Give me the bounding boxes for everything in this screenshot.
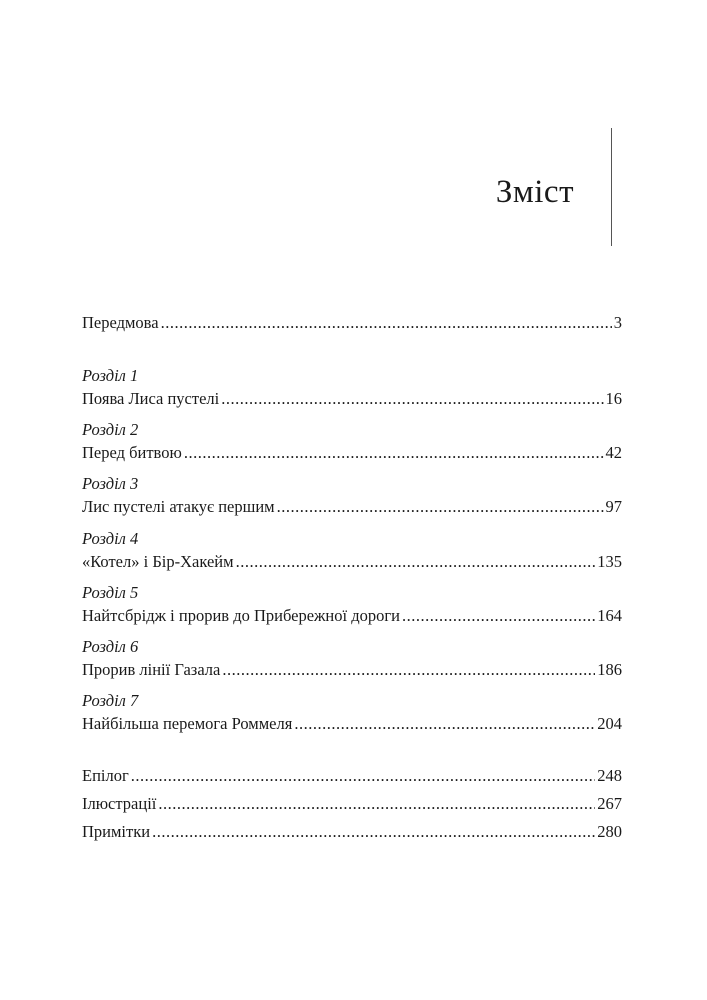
dot-leader — [152, 822, 595, 842]
toc-entry-label: Найтсбрідж і прорив до Прибережної дороги — [82, 606, 400, 625]
toc-page-number: 135 — [597, 552, 622, 571]
toc-page-number: 248 — [597, 766, 622, 785]
dot-leader — [402, 606, 595, 626]
toc-page-number: 186 — [597, 660, 622, 679]
toc-entry-chapter-3[interactable] — [82, 497, 622, 517]
chapter-label-4: Розділ 4 — [82, 529, 139, 548]
toc-page-number: 3 — [613, 313, 622, 332]
toc-page-number: 267 — [597, 794, 622, 813]
dot-leader — [294, 714, 595, 734]
toc-entry-notes[interactable] — [82, 822, 622, 842]
toc-entry-epilogue[interactable] — [82, 766, 622, 786]
toc-entry-preface[interactable] — [82, 313, 622, 333]
dot-leader — [221, 389, 603, 409]
toc-entry-chapter-1[interactable] — [82, 389, 622, 409]
dot-leader — [277, 497, 604, 517]
dot-leader — [222, 660, 595, 680]
toc-entry-label: Прорив лінії Газала — [82, 660, 221, 679]
dot-leader — [158, 794, 595, 814]
chapter-label-5: Розділ 5 — [82, 583, 139, 602]
chapter-label-3: Розділ 3 — [82, 474, 139, 493]
toc-entry-chapter-7[interactable] — [82, 714, 622, 734]
toc-entry-chapter-2[interactable] — [82, 443, 622, 463]
toc-entry-label: Перед битвою — [82, 443, 182, 462]
toc-page-number: 280 — [597, 822, 622, 841]
chapter-label-2: Розділ 2 — [82, 420, 139, 439]
toc-entry-illustrations[interactable] — [82, 794, 622, 814]
toc-entry-label: Найбільша перемога Роммеля — [82, 714, 293, 733]
toc-page-number: 204 — [597, 714, 622, 733]
chapter-label-6: Розділ 6 — [82, 637, 139, 656]
toc-entry-label: Поява Лиса пустелі — [82, 389, 220, 408]
dot-leader — [236, 552, 596, 572]
table-of-contents — [82, 0, 622, 1000]
dot-leader — [131, 766, 596, 786]
toc-page-number: 164 — [597, 606, 622, 625]
chapter-label-7: Розділ 7 — [82, 691, 139, 710]
toc-entry-label: Лис пустелі атакує першим — [82, 497, 275, 516]
toc-entry-label: Ілюстрації — [82, 794, 157, 813]
toc-entry-label: «Котел» і Бір-Хакейм — [82, 552, 234, 571]
toc-page-number: 97 — [605, 497, 622, 516]
toc-entry-label: Епілог — [82, 766, 129, 785]
toc-entry-label: Примітки — [82, 822, 151, 841]
toc-page-number: 42 — [605, 443, 622, 462]
chapter-label-1: Розділ 1 — [82, 366, 139, 385]
toc-entry-chapter-6[interactable] — [82, 660, 622, 680]
toc-page-number: 16 — [605, 389, 622, 408]
toc-entry-label: Передмова — [82, 313, 159, 332]
dot-leader — [161, 313, 612, 333]
toc-entry-chapter-5[interactable] — [82, 606, 622, 626]
dot-leader — [184, 443, 604, 463]
page-title: Зміст — [495, 174, 574, 210]
toc-entry-chapter-4[interactable] — [82, 552, 622, 572]
